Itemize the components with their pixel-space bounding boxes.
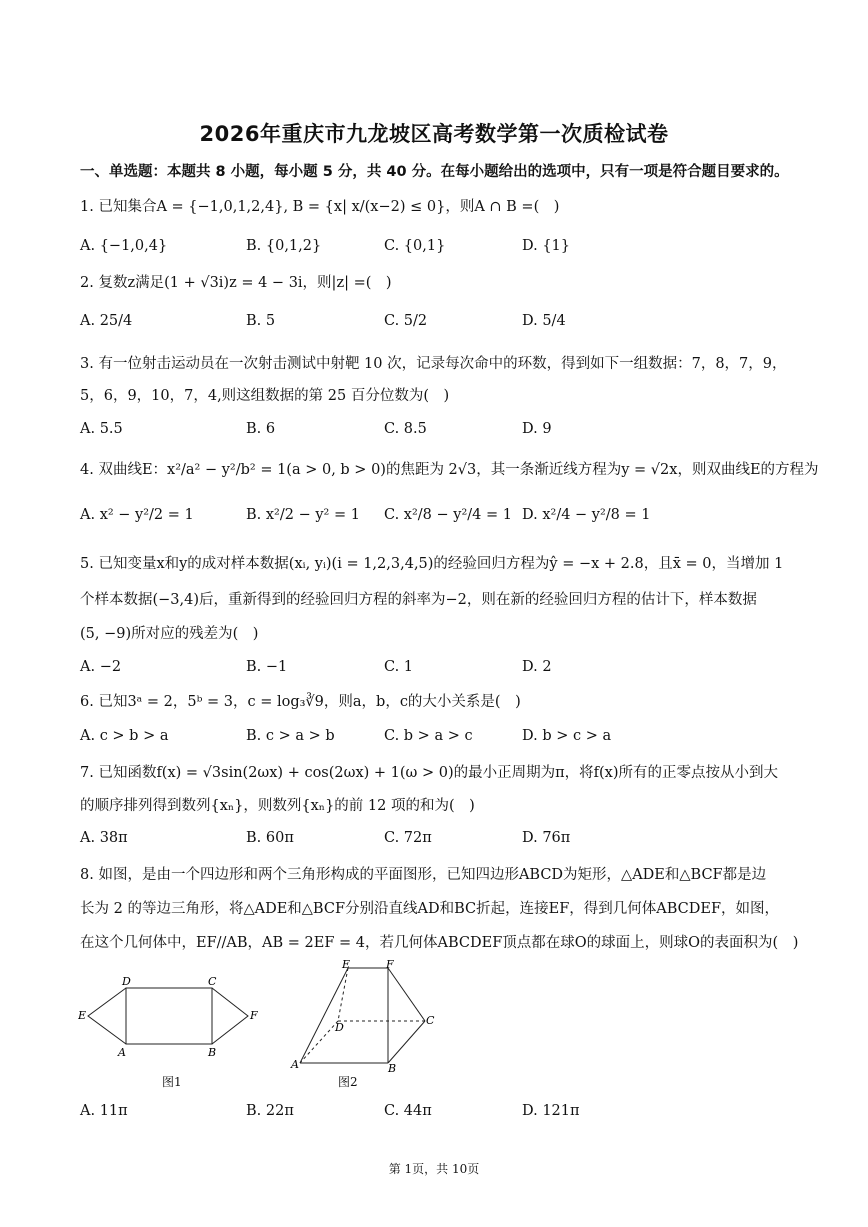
option-b: B. 5 <box>246 313 276 329</box>
question-1-line-1: 1. 已知集合A = {−1,0,1,2,4}, B = {x| x/(x−2) ≤ 0}，则A ∩ B =( ) <box>80 199 560 215</box>
option-c: C. 5/2 <box>384 313 428 329</box>
question-4-options <box>80 507 800 529</box>
question-2-options <box>80 313 800 335</box>
label-f: F <box>250 1009 258 1022</box>
label-e: E <box>78 1009 87 1022</box>
option-c: C. x²/8 − y²/4 = 1 <box>384 507 512 523</box>
question-6-line-1: 6. 已知3ᵃ = 2，5ᵇ = 3，c = log₃∛9，则a，b，c的大小关系是( ) <box>80 694 521 710</box>
label-a: A <box>118 1046 126 1059</box>
option-b: B. 22π <box>246 1103 294 1119</box>
option-c: C. 44π <box>384 1103 432 1119</box>
page-title: 2026年重庆市九龙坡区高考数学第一次质检试卷 <box>199 122 669 146</box>
label-d: D <box>122 975 131 988</box>
label-b: B <box>208 1046 217 1059</box>
option-a: A. 38π <box>80 830 128 846</box>
question-8-options <box>80 1103 800 1125</box>
option-d: D. 2 <box>522 659 552 675</box>
option-d: D. 121π <box>522 1103 580 1119</box>
question-3-line-1: 3. 有一位射击运动员在一次射击测试中射靶 10 次，记录每次命中的环数，得到如下一组数据：7，8，7，9， <box>80 356 787 372</box>
option-b: B. 60π <box>246 830 294 846</box>
option-a: A. x² − y²/2 = 1 <box>80 507 194 523</box>
question-5-options <box>80 659 800 681</box>
question-3-options <box>80 421 800 443</box>
question-7-options <box>80 830 800 852</box>
label-c: C <box>208 975 217 988</box>
option-d: D. 76π <box>522 830 571 846</box>
option-b: B. 6 <box>246 421 276 437</box>
question-2-line-1: 2. 复数z满足(1 + √3i)z = 4 − 3i，则|z| =( ) <box>80 275 392 291</box>
option-b: B. −1 <box>246 659 288 675</box>
question-5-line-2: 个样本数据(−3,4)后，重新得到的经验回归方程的斜率为−2，则在新的经验回归方程的估计下，样本数据 <box>80 592 757 608</box>
question-5-line-3: (5, −9)所对应的残差为( ) <box>80 626 259 642</box>
label-b: B <box>388 1062 397 1075</box>
label-a: A <box>291 1058 299 1071</box>
option-a: A. 25/4 <box>80 313 133 329</box>
option-c: C. 72π <box>384 830 432 846</box>
section-heading: 一、单选题：本题共 8 小题，每小题 5 分，共 40 分。在每小题给出的选项中，只有一项是符合题目要求的。 <box>80 164 789 180</box>
option-c: C. {0,1} <box>384 238 446 254</box>
option-d: D. x²/4 − y²/8 = 1 <box>522 507 651 523</box>
question-6-options <box>80 728 800 750</box>
question-1-options <box>80 238 800 260</box>
option-a: A. c > b > a <box>80 728 169 744</box>
question-7-line-1: 7. 已知函数f(x) = √3sin(2ωx) + cos(2ωx) + 1(ω > 0)的最小正周期为π，将f(x)所有的正零点按从小到大 <box>80 765 779 781</box>
label-d: D <box>335 1021 344 1034</box>
option-d: D. 9 <box>522 421 552 437</box>
option-a: A. 5.5 <box>80 421 123 437</box>
option-d: D. 5/4 <box>522 313 566 329</box>
label-f: F <box>386 958 394 971</box>
option-a: A. −2 <box>80 659 122 675</box>
figure-2-solid <box>288 958 448 1078</box>
option-d: D. {1} <box>522 238 571 254</box>
option-b: B. c > a > b <box>246 728 335 744</box>
question-8-line-1: 8. 如图，是由一个四边形和两个三角形构成的平面图形，已知四边形ABCD为矩形，△ADE和△BCF都是边 <box>80 867 767 883</box>
rectangle-abcd <box>126 988 212 1044</box>
option-c: C. 8.5 <box>384 421 427 437</box>
question-5-line-1: 5. 已知变量x和y的成对样本数据(xᵢ, yᵢ)(i = 1,2,3,4,5)的经验回归方程为ŷ = −x + 2.8，且x̄ = 0，当增加 1 <box>80 556 784 572</box>
question-3-line-2: 5，6，9，10，7，4,则这组数据的第 25 百分位数为( ) <box>80 388 450 404</box>
figure-1-caption: 图1 <box>162 1075 182 1089</box>
option-a: A. {−1,0,4} <box>80 238 168 254</box>
page-footer: 第 1页，共 10页 <box>388 1162 480 1176</box>
question-4-line-1: 4. 双曲线E：x²/a² − y²/b² = 1(a > 0, b > 0)的焦距为 2√3，其一条渐近线方程为y = √2x，则双曲线E的方程为 <box>80 462 819 478</box>
option-a: A. 11π <box>80 1103 128 1119</box>
option-b: B. {0,1,2} <box>246 238 322 254</box>
label-c: C <box>426 1014 435 1027</box>
figure-1-planar-shape <box>78 972 268 1062</box>
option-b: B. x²/2 − y² = 1 <box>246 507 360 523</box>
triangle-bcf <box>212 988 248 1044</box>
option-c: C. b > a > c <box>384 728 473 744</box>
figure-2-caption: 图2 <box>338 1075 358 1089</box>
question-7-line-2: 的顺序排列得到数列{xₙ}，则数列{xₙ}的前 12 项的和为( ) <box>80 798 475 814</box>
triangle-ade <box>88 988 126 1044</box>
question-8-line-2: 长为 2 的等边三角形，将△ADE和△BCF分别沿直线AD和BC折起，连接EF，得到几何体ABCDEF，如图， <box>80 901 780 917</box>
option-c: C. 1 <box>384 659 414 675</box>
question-8-line-3: 在这个几何体中，EF//AB，AB = 2EF = 4，若几何体ABCDEF顶点都在球O的球面上，则球O的表面积为( ) <box>80 935 799 951</box>
option-d: D. b > c > a <box>522 728 612 744</box>
label-e: E <box>342 958 351 971</box>
